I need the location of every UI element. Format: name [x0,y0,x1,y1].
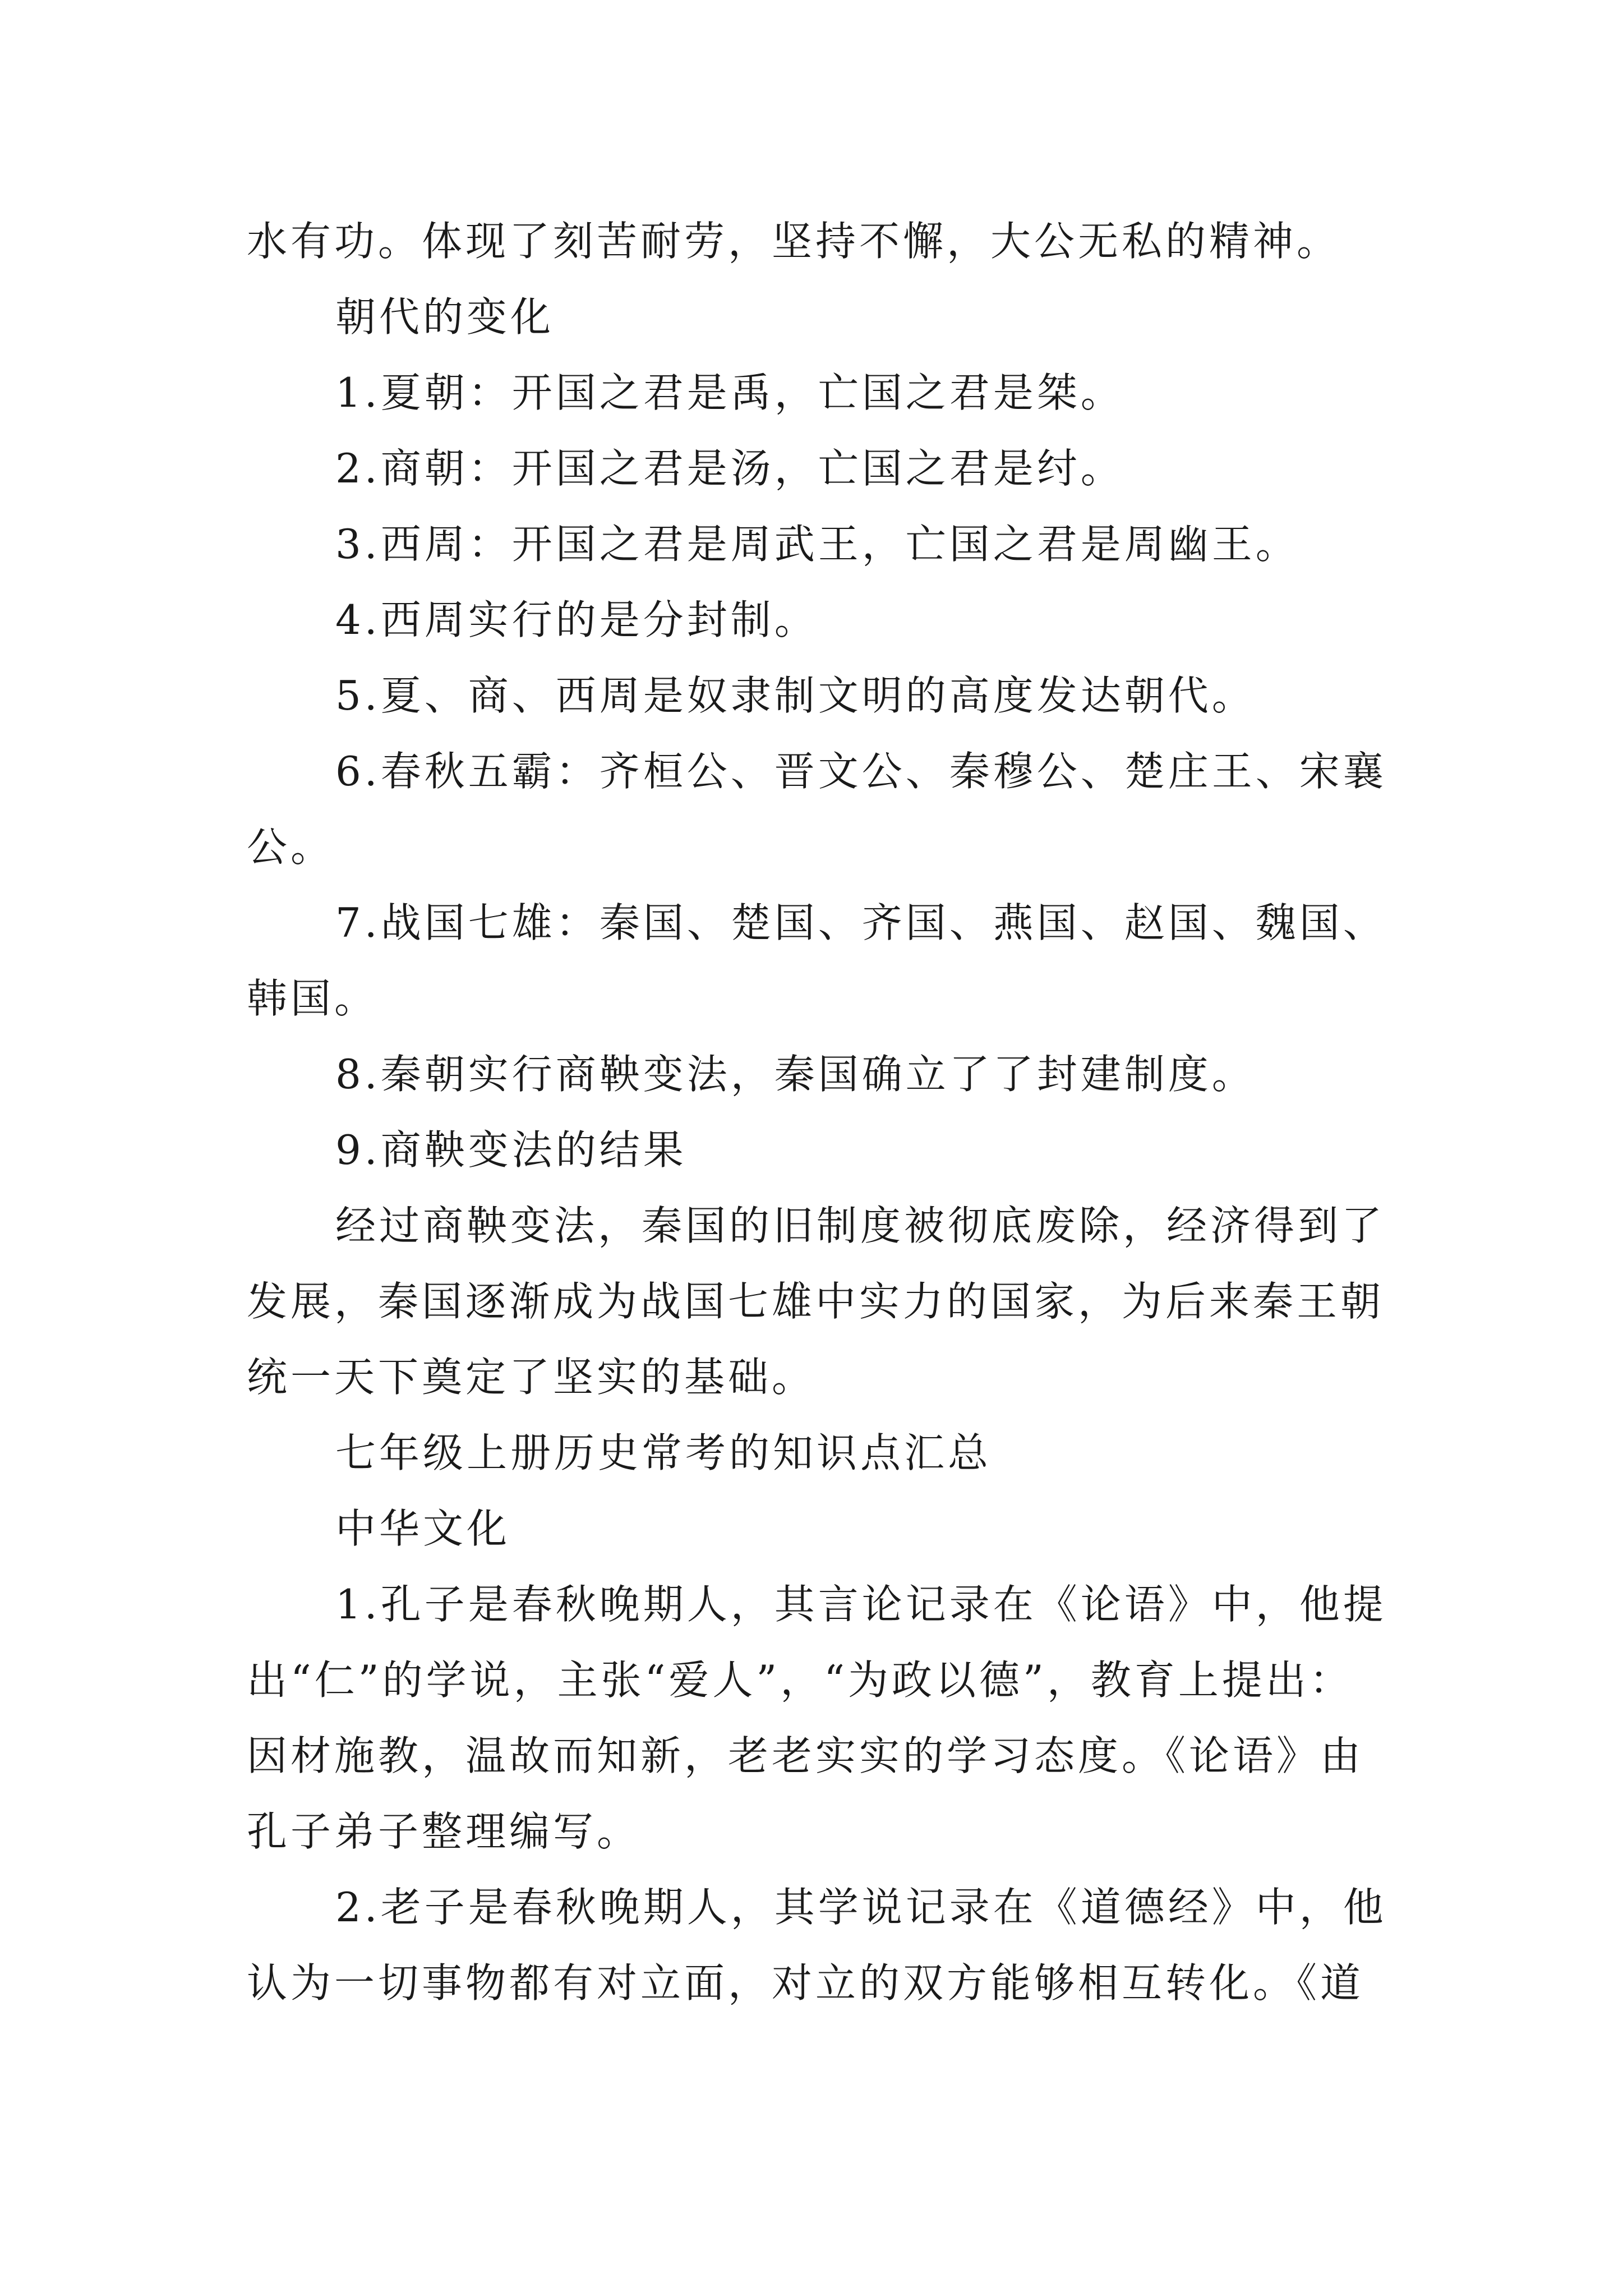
list-item: 5.夏、商、西周是奴隶制文明的高度发达朝代。 [335,672,1256,719]
list-item: 8.秦朝实行商鞅变法，秦国确立了了封建制度。 [335,1051,1256,1098]
section-heading: 七年级上册历史常考的知识点汇总 [335,1429,992,1476]
list-item: 3.西周：开国之君是周武王，亡国之君是周幽王。 [335,521,1299,568]
paragraph-line: 统一天下奠定了坚实的基础。 [247,1354,816,1401]
paragraph-line: 孔子弟子整理编写。 [247,1808,641,1855]
paragraph-line: 公。 [247,823,335,871]
paragraph-line: 水有功。体现了刻苦耐劳，坚持不懈，大公无私的精神。 [247,218,1341,265]
list-item: 7.战国七雄：秦国、楚国、齐国、燕国、赵国、魏国、 [335,899,1387,946]
paragraph-line: 发展，秦国逐渐成为战国七雄中实力的国家，为后来秦王朝 [247,1278,1385,1325]
list-item: 2.老子是春秋晚期人，其学说记录在《道德经》中，他 [335,1884,1387,1931]
list-item: 9.商鞅变法的结果 [335,1126,687,1174]
paragraph-line: 因材施教，温故而知新，老老实实的学习态度。《论语》由 [247,1732,1364,1779]
list-item: 4.西周实行的是分封制。 [335,596,818,643]
section-heading: 朝代的变化 [335,293,555,341]
list-item: 1.夏朝：开国之君是禹，亡国之君是桀。 [335,369,1124,416]
paragraph-line: 经过商鞅变法，秦国的旧制度被彻底废除，经济得到了 [335,1202,1386,1249]
paragraph-line: 认为一切事物都有对立面，对立的双方能够相互转化。《道 [247,1959,1364,2007]
paragraph-line: 出“仁”的学说，主张“爱人”，“为政以德”，教育上提出： [247,1657,1353,1704]
section-heading: 中华文化 [335,1505,511,1552]
list-item: 2.商朝：开国之君是汤，亡国之君是纣。 [335,445,1124,492]
paragraph-line: 韩国。 [247,975,379,1022]
list-item: 6.春秋五霸：齐桓公、晋文公、秦穆公、楚庄王、宋襄 [335,748,1387,795]
list-item: 1.孔子是春秋晚期人，其言论记录在《论语》中，他提 [335,1581,1387,1628]
